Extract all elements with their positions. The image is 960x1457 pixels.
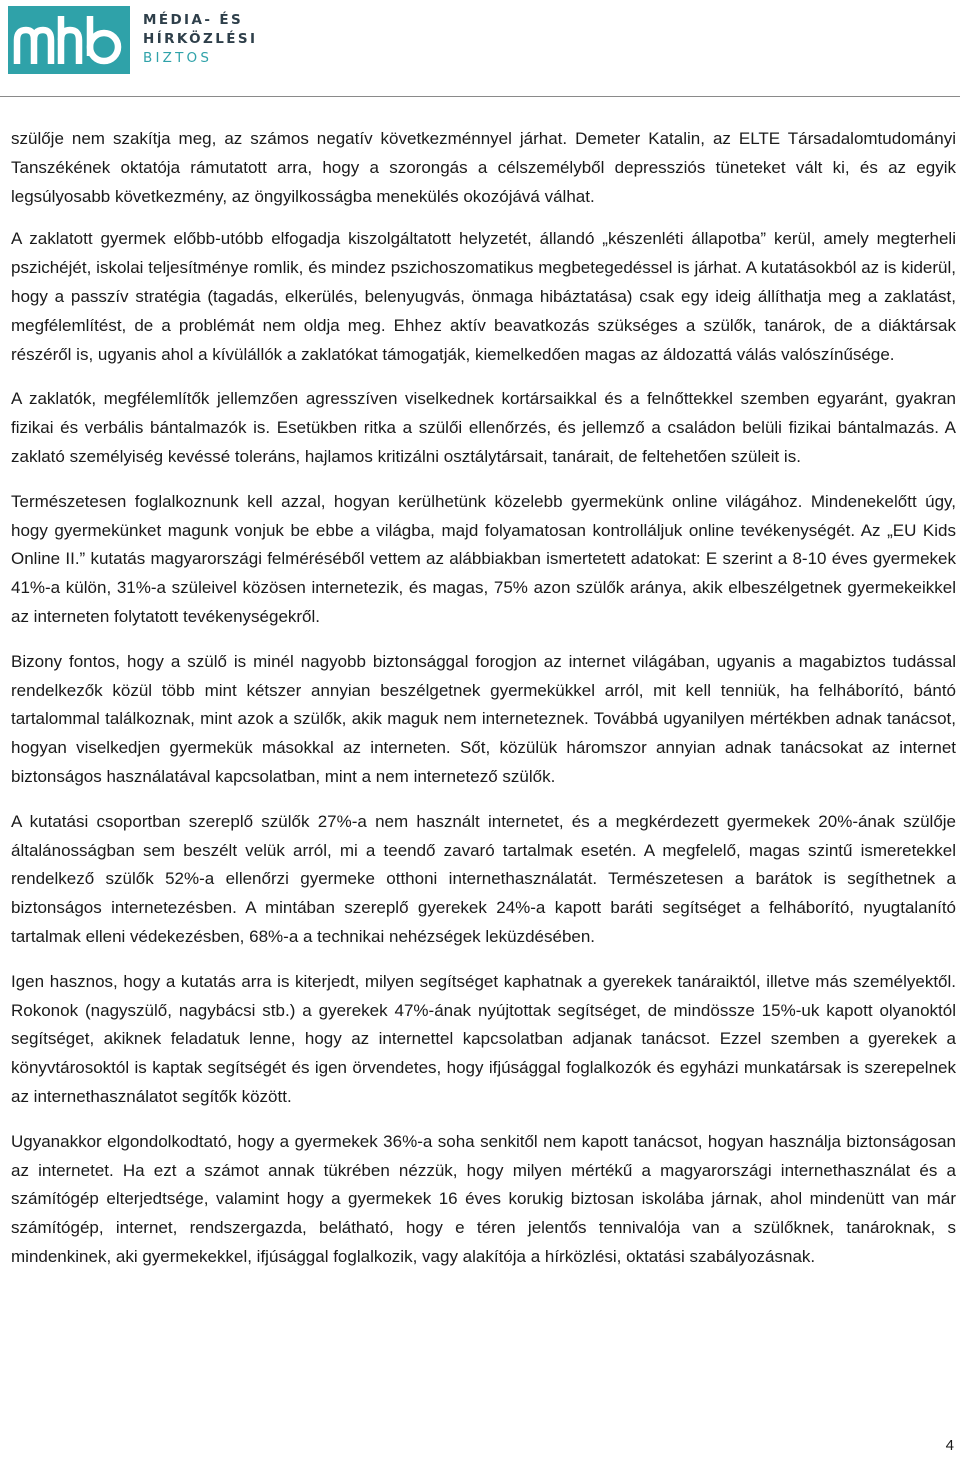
paragraph: Igen hasznos, hogy a kutatás arra is kiterjedt, milyen segítséget kaphatnak a gyerekek tanáraiktól, illetve más személyektől. Rokonok (nagyszülő, nagybácsi stb.) a gyerekek 47%-ának nyújtottak segítséget, de mindössze 15%-uk kapott olyanoktól segítséget, akiknek feladatuk lenne, hogy az internettel kapcsolatban adjanak tanácsot. Ezzel szemben a gyerekek a könyvtárosoktól is kaptak segítségét és igen örvendetes, hogy ifjúsággal foglalkozók és egyházi munkatársak is szerepelnek az internethasználatot segítők között. [11,971,956,1106]
paragraph: Természetesen foglalkoznunk kell azzal, hogyan kerülhetünk közelebb gyermekünk online világához. Mindenekelőtt úgy, hogy gyermekünket magunk vonjuk be ebbe a világba, majd folyamatosan kontrolláljuk online tevékenységét. Az „EU Kids Online II.” kutatás magyarországi felméréséből vettem az alábbiakban ismertetett adatokat: E szerint a 8-10 éves gyermekek 41%-a külön, 31%-a szüleivel közösen internetezik, és magas, 75% azon szülők aránya, akik elbeszélgetnek gyermekeikkel az interneten folytatott tevékenységekről. [11,491,956,626]
header-divider [0,96,960,97]
mhb-logo-icon [8,6,130,74]
paragraph: szülője nem szakítja meg, az számos negatív következménnyel járhat. Demeter Katalin, az ELTE Társadalomtudományi Tanszékének oktatója rámutatott arra, hogy a szorongás a célszemélyből depressziós tüneteket vált ki, és az egyik legsúlyosabb következmény, az öngyilkosságba menekülés okozójává válhat. [11,129,956,206]
page-number: 4 [945,1437,954,1454]
paragraph: A zaklatók, megfélemlítők jellemzően agresszíven viselkednek kortársaikkal és a felnőttekkel szemben egyaránt, gyakran fizikai és verbális bántalmazók is. Esetükben ritka a szülői ellenőrzés, és jellemző a családon belüli fizikai bántalmazás. A zaklató személyiség kevéssé toleráns, hajlamos kritizálni osztálytársait, tanárait, de feltehetően szüleit is. [11,389,956,466]
paragraph: A kutatási csoportban szereplő szülők 27%-a nem használt internetet, és a megkérdezett gyermekek 20%-ának szülője általánosságban sem beszélt velük arról, mi a teendő zavaró tartalmak esetén. A megfelelő, magas szintű ismeretekkel rendelkező szülők 52%-a ellenőrzi gyermeke otthoni internethasználatát. Természetesen a barátok is segíthetnek a biztonságos internetezésben. A mintában szereplő gyerekek 24%-a kapott baráti segítséget a felháborító, nyugtalanító tartalmak elleni védekezésben, 68%-a a technikai nehézségek leküzdésében. [11,811,956,946]
logo-line-2: HÍRKÖZLÉSI [143,31,258,47]
document-body [11,125,956,1288]
paragraph: Bizony fontos, hogy a szülő is minél nagyobb biztonsággal forogjon az internet világában, ugyanis a magabiztos tudással rendelkezők közül több mint kétszer annyian beszélgetnek gyermekükkel arról, mit kell tenniük, ha felháborító, bántó tartalommal találkoznak, mint azok a szülők, akik maguk nem interneteznek. Továbbá ugyanilyen mértékben adnak tanácsot, hogyan viselkedjen gyermekük másokkal az interneten. Sőt, közülük háromszor annyian adnak tanácsokat az internet biztonságos használatával kapcsolatban, mint a nem internetező szülők. [11,651,956,786]
paragraph: A zaklatott gyermek előbb-utóbb elfogadja kiszolgáltatott helyzetét, állandó „készenléti állapotba” kerül, amely megterheli pszichéjét, iskolai teljesítménye romlik, és mindez pszichoszomatikus megbetegedéssel is járhat. A kutatásokból az is kiderül, hogy a passzív stratégia (tagadás, elkerülés, belenyugvás, önmaga hibáztatása) csak egy ideig állíthatja meg a zaklatást, megfélemlítést, de a problémát nem oldja meg. Ehhez aktív beavatkozás szükséges a szülők, tanárok, de a diáktársak részéről is, ugyanis ahol a kívülállók a zaklatókat támogatják, kiemelkedően magas az áldozattá válás valószínűsége. [11,229,956,364]
logo-line-1: MÉDIA- ÉS [143,12,244,28]
paragraph: Ugyanakkor elgondolkodtató, hogy a gyermekek 36%-a soha senkitől nem kapott tanácsot, hogyan használja biztonságosan az internetet. Ha ezt a számot annak tükrében nézzük, hogy milyen mértékű a magyarországi internethasználat és a számítógép elterjedtsége, valamint hogy a gyermekek 16 éves korukig biztosan iskolába járnak, ahol mindenütt van már számítógép, internet, rendszergazda, belátható, hogy e téren jelentős tennivalója van a szülőknek, tanároknak, s mindenkinek, aki gyermekekkel, ifjúsággal foglalkozik, vagy alakítója a hírközlési, oktatási szabályozásnak. [11,1131,956,1266]
logo-line-3: BIZTOS [143,50,213,66]
page-header [0,0,960,96]
logo-wordmark [143,11,257,68]
